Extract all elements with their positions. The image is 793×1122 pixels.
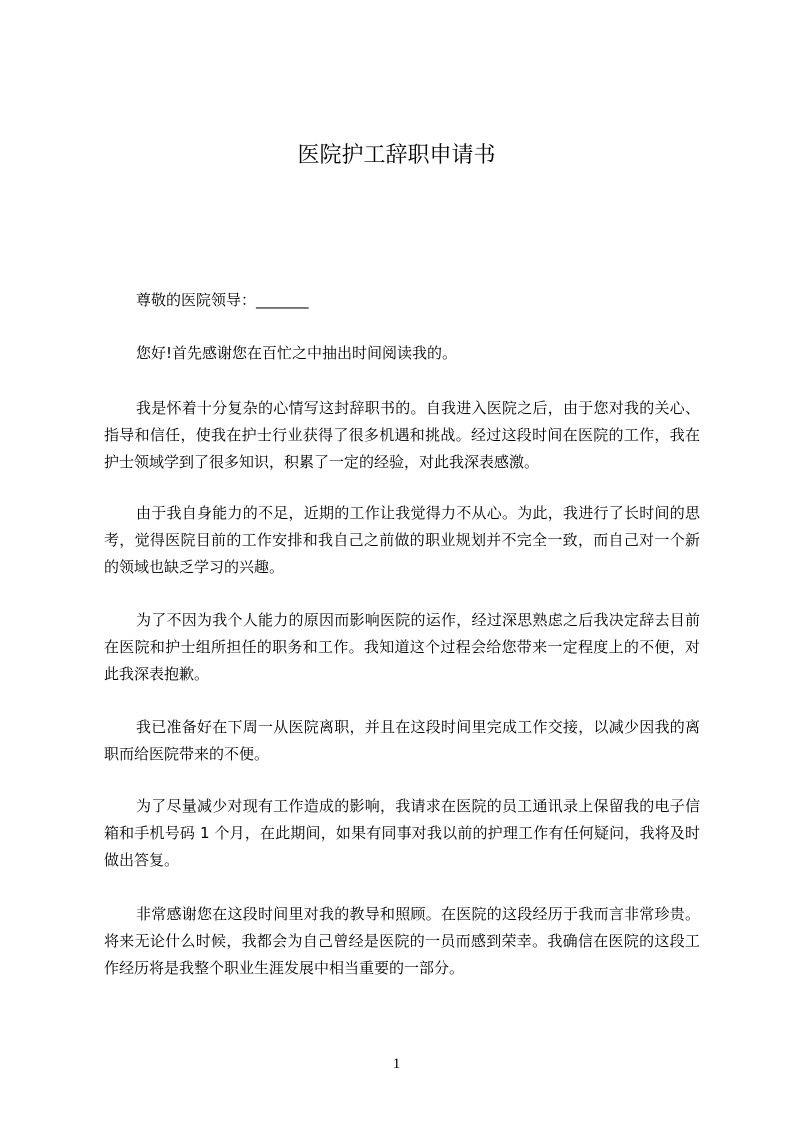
paragraph-greeting: 您好!首先感谢您在百忙之中抽出时间阅读我的。 [136, 344, 458, 362]
paragraph-contact: 为了尽量减少对现有工作造成的影响，我请求在医院的员工通讯录上保留我的电子信箱和手机号码 1 个月，在此期间，如果有同事对我以前的护理工作有任何疑问，我将及时做出答复。 [104, 797, 700, 869]
paragraph-decision: 为了不因为我个人能力的原因而影响医院的运作，经过深思熟虑之后我决定辞去目前在医院和护士组所担任的职务和工作。我知道这个过程会给您带来一定程度上的不便，对此我深表抱歉。 [104, 611, 700, 683]
document-title: 医院护工辞职申请书 [297, 143, 496, 168]
paragraph-thanks: 非常感谢您在这段时间里对我的教导和照顾。在医院的这段经历于我而言非常珍贵。将来无论什么时候，我都会为自己曾经是医院的一员而感到荣幸。我确信在医院的这段工作经历将是我整个职业生涯发展中相当重要的一部分。 [104, 905, 700, 977]
paragraph-handover: 我已准备好在下周一从医院离职，并且在这段时间里完成工作交接，以减少因我的离职而给医院带来的不便。 [104, 718, 700, 763]
salutation: 尊敬的医院领导：_______ [136, 291, 309, 309]
paragraph-reason: 由于我自身能力的不足，近期的工作让我觉得力不从心。为此，我进行了长时间的思考，觉得医院目前的工作安排和我自己之前做的职业规划并不完全一致，而自己对一个新的领域也缺乏学习的兴趣。 [104, 504, 700, 576]
paragraph-gratitude: 我是怀着十分复杂的心情写这封辞职书的。自我进入医院之后，由于您对我的关心、指导和信任，使我在护士行业获得了很多机遇和挑战。经过这段时间在医院的工作，我在护士领域学到了很多知识，积累了一定的经验，对此我深表感激。 [104, 399, 700, 471]
page-number: 1 [392, 1056, 401, 1072]
